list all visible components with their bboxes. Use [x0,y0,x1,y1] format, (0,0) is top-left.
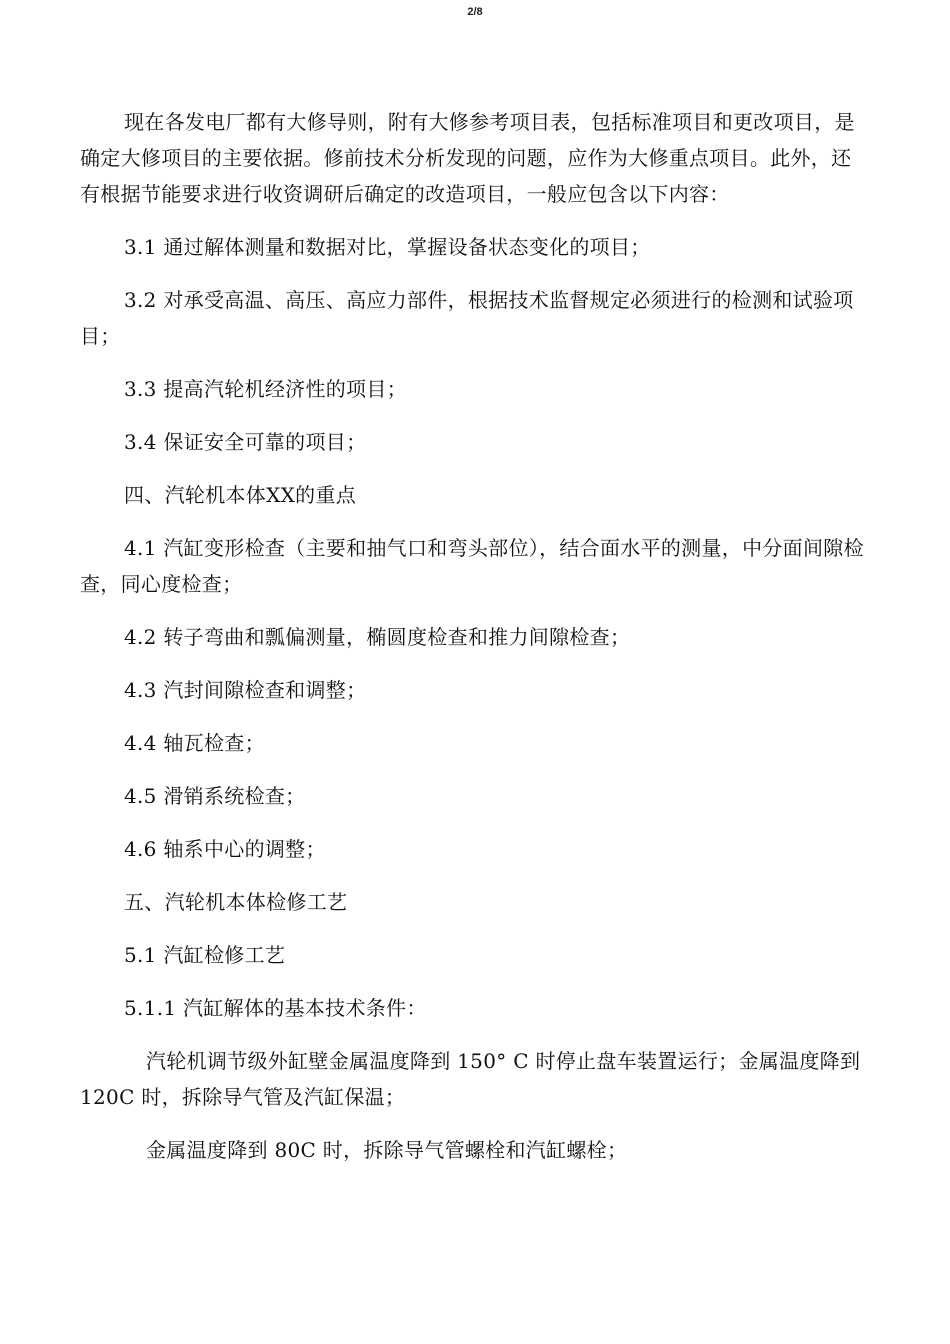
paragraph-item-3-4: 3.4 保证安全可靠的项目； [124,430,367,454]
document-body [80,104,870,1185]
paragraph-bolt-removal: 金属温度降到 80C 时，拆除导气管螺栓和汽缸螺栓； [146,1138,628,1162]
paragraph-item-4-2: 4.2 转子弯曲和瓢偏测量，椭圆度检查和推力间隙检查； [124,625,631,649]
paragraph-cooling-steps: 汽轮机调节级外缸壁金属温度降到 150° C 时停止盘车装置运行；金属温度降到 120C 时，拆除导气管及汽缸保温； [80,1049,861,1109]
paragraph-item-4-4: 4.4 轴瓦检查； [124,731,265,755]
section-heading-4: 四、汽轮机本体XX的重点 [124,483,357,507]
paragraph-item-4-3: 4.3 汽封间隙检查和调整； [124,678,367,702]
paragraph-item-4-6: 4.6 轴系中心的调整； [124,837,326,861]
section-heading-5: 五、汽轮机本体检修工艺 [124,890,348,914]
subsection-heading-5-1: 5.1 汽缸检修工艺 [124,943,286,967]
page-number: 2/8 [467,6,483,18]
paragraph-item-4-1: 4.1 汽缸变形检查（主要和抽气口和弯头部位），结合面水平的测量，中分面间隙检查，同心度检查； [80,536,864,596]
paragraph-item-3-2: 3.2 对承受高温、高压、高应力部件，根据技术监督规定必须进行的检测和试验项目； [80,288,854,348]
paragraph-item-3-1: 3.1 通过解体测量和数据对比，掌握设备状态变化的项目； [124,235,651,259]
paragraph-intro: 现在各发电厂都有大修导则，附有大修参考项目表，包括标准项目和更改项目，是确定大修项目的主要依据。修前技术分析发现的问题，应作为大修重点项目。此外，还有根据节能要求进行收资调研后确定的改造项目，一般应包含以下内容： [80,110,855,206]
subsection-heading-5-1-1: 5.1.1 汽缸解体的基本技术条件： [124,996,427,1020]
paragraph-item-4-5: 4.5 滑销系统检查； [124,784,306,808]
paragraph-item-3-3: 3.3 提高汽轮机经济性的项目； [124,377,407,401]
